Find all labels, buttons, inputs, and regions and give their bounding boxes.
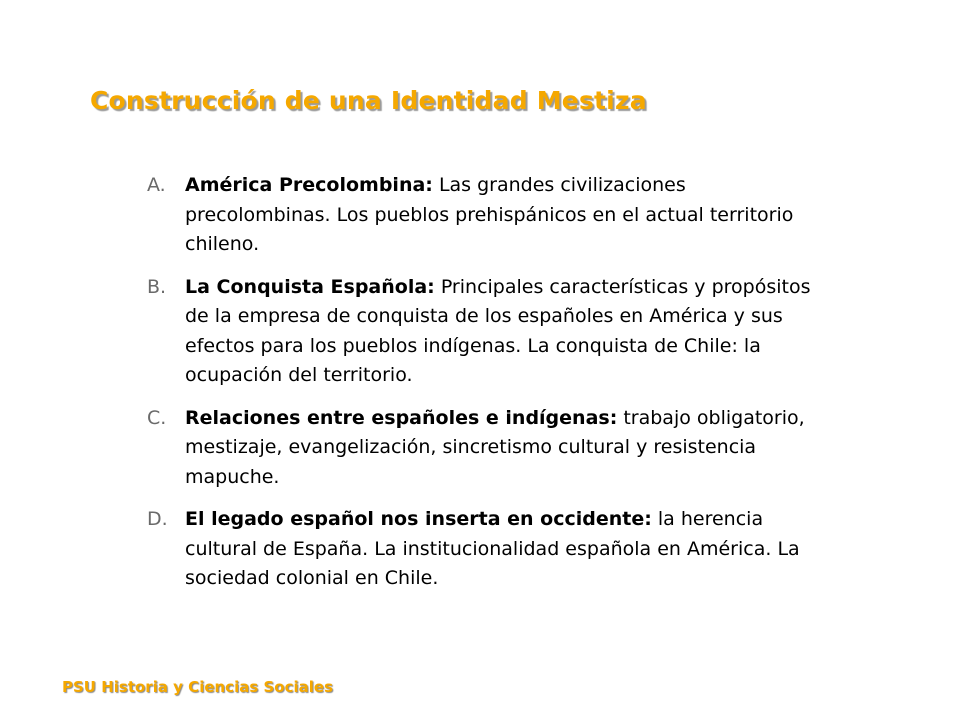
- topic-item-d: [147, 505, 847, 594]
- topic-heading: América Precolombina:: [185, 174, 433, 196]
- topic-text: Las grandes civilizaciones precolombinas. Los pueblos prehispánicos en el actual territorio chileno.: [185, 174, 794, 255]
- slide-title: Construcción de una Identidad Mestiza: [90, 86, 647, 115]
- topic-body: [185, 404, 825, 493]
- topic-body: [185, 171, 825, 260]
- topic-text: trabajo obligatorio, mestizaje, evangelización, sincretismo cultural y resistencia mapuche.: [185, 406, 805, 488]
- topic-list: [147, 171, 847, 607]
- topic-item-b: [147, 273, 847, 391]
- topic-marker: D.: [147, 508, 168, 530]
- topic-marker: B.: [147, 275, 167, 298]
- topic-heading: El legado español nos inserta en occidente:: [185, 508, 652, 530]
- topic-heading: Relaciones entre españoles e indígenas:: [185, 406, 618, 429]
- topic-marker: A.: [147, 174, 166, 196]
- footer-label: PSU Historia y Ciencias Sociales: [62, 678, 333, 696]
- topic-item-c: [147, 404, 847, 493]
- topic-body: [185, 505, 825, 594]
- topic-marker: C.: [147, 406, 167, 429]
- topic-heading: La Conquista Española:: [185, 275, 435, 298]
- topic-text: la herencia cultural de España. La institucionalidad española en América. La sociedad colonial en Chile.: [185, 508, 800, 589]
- topic-item-a: [147, 171, 847, 260]
- topic-body: [185, 273, 825, 391]
- topic-text: Principales características y propósitos de la empresa de conquista de los españoles en América y sus efectos para los pueblos indígenas. La conquista de Chile: la ocupación del territorio.: [185, 275, 811, 386]
